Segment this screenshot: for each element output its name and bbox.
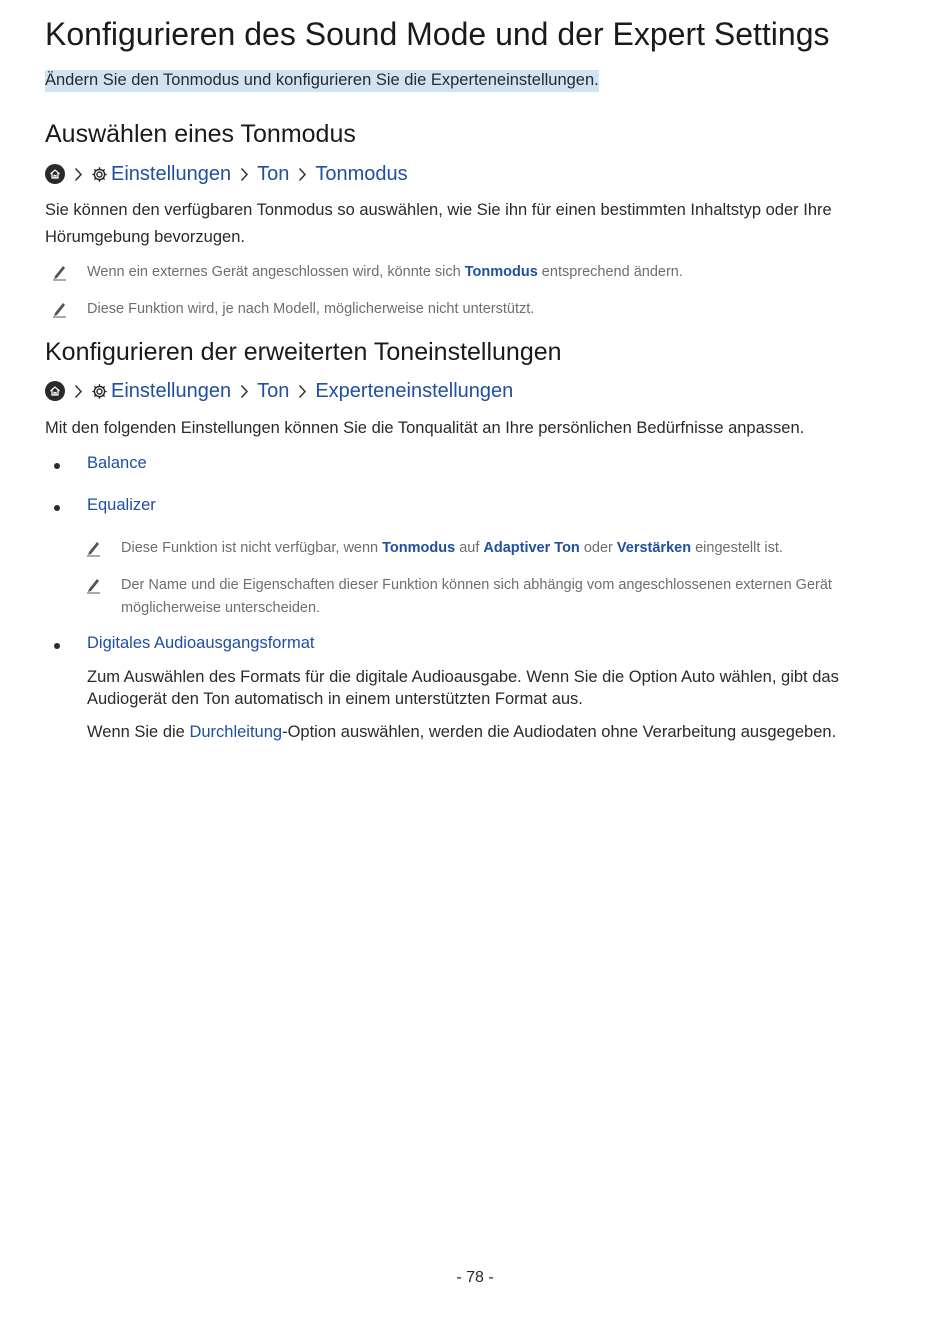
digital-format-description: Zum Auswählen des Formats für die digitale Audioausgabe. Wenn Sie die Option Auto wählen, gibt das Audiogerät den Ton automatisch in einem unterstützten Format aus. (87, 668, 839, 708)
link-verstaerken[interactable]: Verstärken (616, 540, 692, 556)
chevron-right-icon (71, 167, 85, 182)
page-number: - 78 - (456, 1269, 494, 1286)
bullet-icon (54, 505, 60, 511)
link-adaptiver-ton[interactable]: Adaptiver Ton (483, 540, 580, 556)
path-einstellungen[interactable]: Einstellungen (111, 379, 232, 402)
durchleitung-description: Wenn Sie die Durchleitung-Option auswählen, werden die Audiodaten ohne Verarbeitung ausgegeben. (87, 723, 837, 741)
link-tonmodus[interactable]: Tonmodus (382, 540, 456, 556)
page-subtitle: Ändern Sie den Tonmodus und konfigurieren Sie die Experteneinstellungen. (45, 70, 599, 92)
note-equalizer-availability: Diese Funktion ist nicht verfügbar, wenn Tonmodus auf Adaptiver Ton oder Verstärken eingestellt ist. (121, 537, 783, 560)
section-body-experteneinstellungen: Mit den folgenden Einstellungen können Sie die Tonqualität an Ihre persönlichen Bedürfnisse anpassen. (45, 419, 805, 437)
menu-path-experteneinstellungen (45, 378, 513, 404)
pencil-note-icon (51, 263, 67, 289)
link-tonmodus[interactable]: Tonmodus (464, 264, 538, 280)
chevron-right-icon (295, 167, 309, 182)
path-tonmodus[interactable]: Tonmodus (315, 162, 408, 185)
note-external-device: Wenn ein externes Gerät angeschlossen wird, könnte sich Tonmodus entsprechend ändern. (87, 261, 683, 284)
path-experteneinstellungen[interactable]: Experteneinstellungen (315, 379, 514, 402)
note-equalizer-device: Der Name und die Eigenschaften dieser Funktion können sich abhängig vom angeschlossenen externen Gerät möglicherweise unterscheiden. (121, 574, 851, 620)
pencil-note-icon (85, 539, 101, 565)
bullet-balance[interactable]: Balance (87, 454, 147, 472)
bullet-equalizer[interactable]: Equalizer (87, 496, 156, 514)
section-body-tonmodus: Sie können den verfügbaren Tonmodus so auswählen, wie Sie ihn für einen bestimmten Inhaltstyp oder Ihre Hörumgebung bevorzugen. (45, 201, 832, 246)
path-ton[interactable]: Ton (257, 379, 290, 402)
bullet-icon (54, 643, 60, 649)
bullet-icon (54, 463, 60, 469)
home-icon (45, 381, 65, 401)
chevron-right-icon (71, 384, 85, 399)
link-durchleitung[interactable]: Durchleitung (189, 723, 283, 741)
bullet-digitales-audioausgangsformat[interactable]: Digitales Audioausgangsformat (87, 634, 315, 652)
note-model-support: Diese Funktion wird, je nach Modell, möglicherweise nicht unterstützt. (87, 298, 534, 321)
path-einstellungen[interactable]: Einstellungen (111, 162, 232, 185)
gear-icon (91, 383, 108, 400)
chevron-right-icon (237, 384, 251, 399)
pencil-note-icon (51, 300, 67, 326)
chevron-right-icon (237, 167, 251, 182)
home-icon (45, 164, 65, 184)
page-title: Konfigurieren des Sound Mode und der Expert Settings (45, 16, 830, 52)
section-heading-experteneinstellungen: Konfigurieren der erweiterten Toneinstellungen (45, 338, 562, 366)
chevron-right-icon (295, 384, 309, 399)
menu-path-tonmodus (45, 161, 408, 187)
path-ton[interactable]: Ton (257, 162, 290, 185)
gear-icon (91, 166, 108, 183)
section-heading-tonmodus: Auswählen eines Tonmodus (45, 120, 356, 148)
pencil-note-icon (85, 576, 101, 602)
